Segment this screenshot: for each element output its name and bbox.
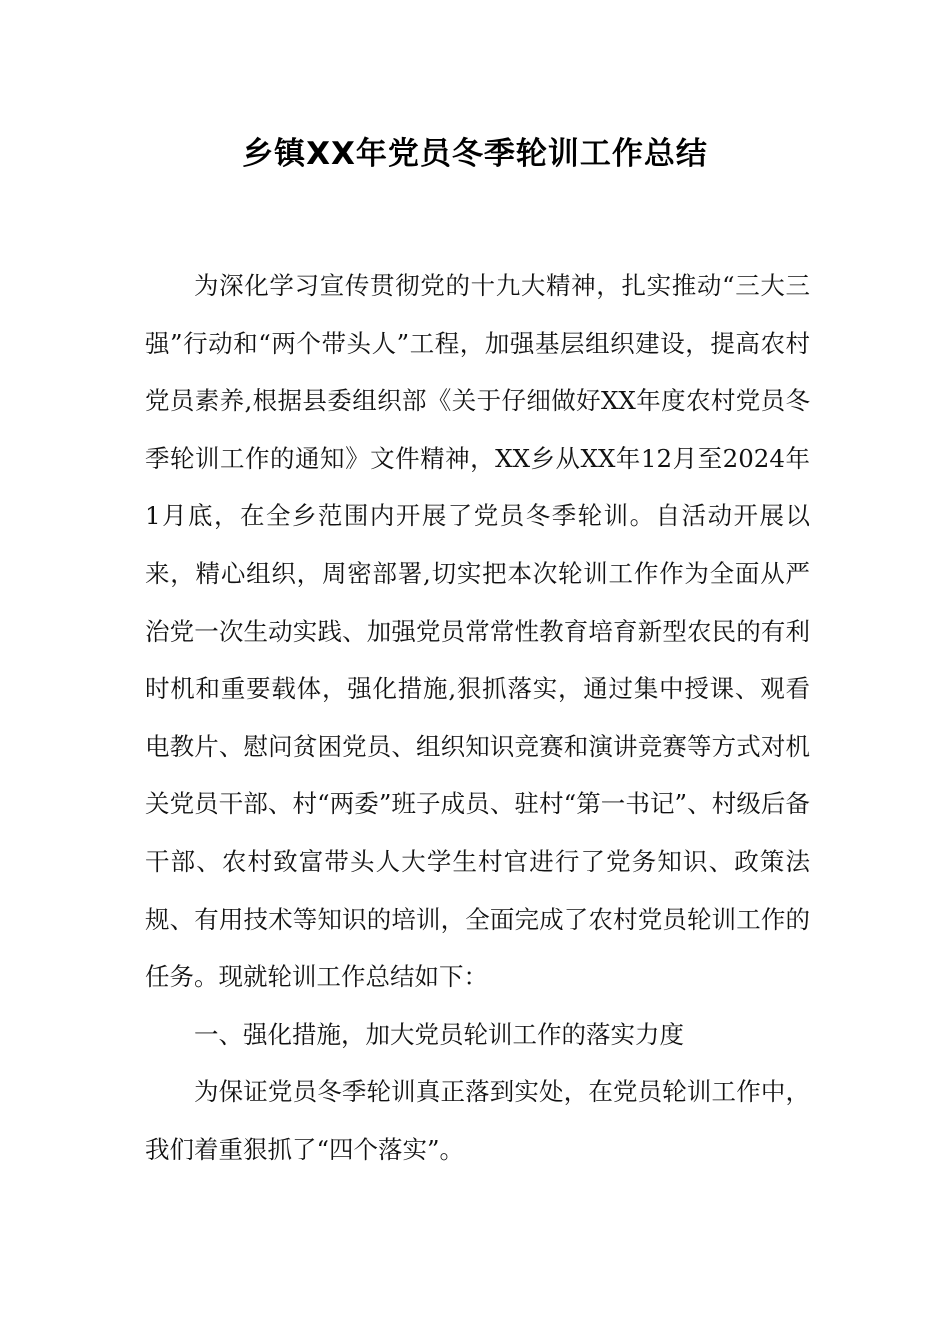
document-title: 乡镇XX年党员冬季轮训工作总结 bbox=[242, 136, 708, 172]
intro-paragraph: 为深化学习宣传贯彻党的十九大精神，扎实推动“三大三强”行动和“两个带头人”工程，加强基层组织建设，提高农村党员素养,根据县委组织部《关于仔细做好XX年度农村党员冬季轮训工作的通知》文件精神，XX乡从XX年12月至2024年1月底，在全乡范围内开展了党员冬季轮训。自活动开展以来，精心组织，周密部署,切实把本次轮训工作作为全面从严治党一次生动实践、加强党员常常性教育培育新型农民的有利时机和重要载体，强化措施,狠抓落实，通过集中授课、观看电教片、慰问贫困党员、组织知识竞赛和演讲竞赛等方式对机关党员干部、村“两委”班子成员、驻村“第一书记”、村级后备干部、农村致富带头人大学生村官进行了党务知识、政策法规、有用技术等知识的培训，全面完成了农村党员轮训工作的任务。现就轮训工作总结如下： bbox=[145, 271, 810, 992]
document-body bbox=[145, 257, 810, 1179]
body-paragraph: 为保证党员冬季轮训真正落到实处，在党员轮训工作中，我们着重狠抓了“四个落实”。 bbox=[145, 1077, 810, 1164]
section-heading: 一、强化措施，加大党员轮训工作的落实力度 bbox=[194, 1019, 684, 1049]
